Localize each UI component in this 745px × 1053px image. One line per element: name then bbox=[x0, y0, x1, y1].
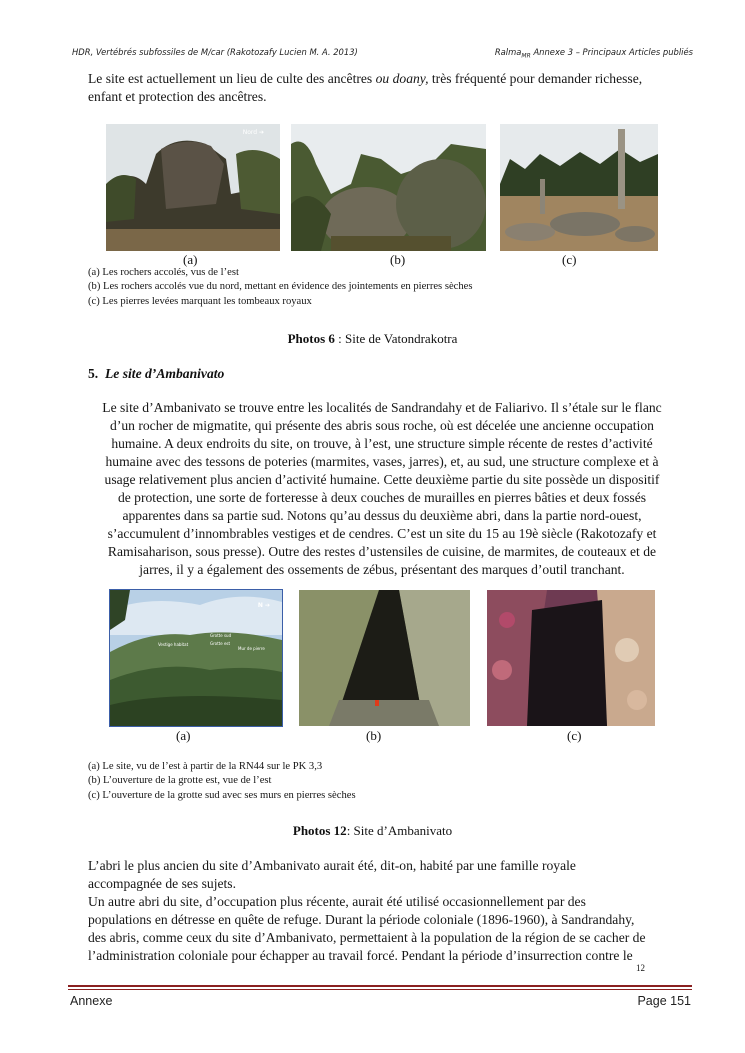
footer-rule-thin bbox=[68, 989, 692, 990]
figure1-captions: (a) Les rochers accolés, vus de l’est (b) Les rochers accolés vue du nord, mettant en évidence des jointements en pierres sèches (c) Les pierres levées marquant les tombeaux royaux bbox=[88, 267, 473, 307]
figure2-label-c: (c) bbox=[567, 728, 582, 743]
overlay-label: Grotte est bbox=[210, 641, 231, 646]
intro-paragraph: Le site est actuellement un lieu de culte des ancêtres ou doany, très fréquenté pour demander richesse, enfant et protection des ancêtres. bbox=[88, 71, 643, 104]
figure2-captions: (a) Le site, vu de l’est à partir de la RN44 sur le PK 3,3 (b) L’ouverture de la grotte est, vue de l’est (c) L’ouverture de la grotte sud avec ses murs en pierres sèches bbox=[88, 761, 356, 801]
photo-site-from-east bbox=[110, 590, 282, 726]
overlay-label: Mur de pierre bbox=[238, 646, 265, 651]
figure1-label-c: (c) bbox=[562, 252, 577, 267]
footer-rule bbox=[68, 985, 692, 987]
figure2-label-a: (a) bbox=[176, 728, 191, 743]
photo-rocks-north bbox=[291, 124, 486, 251]
footer-page-number: Page 151 bbox=[637, 994, 691, 1008]
section-heading: 5. Le site d’Ambanivato bbox=[88, 366, 225, 381]
photo-cave-south bbox=[487, 590, 655, 726]
figure2-title: Photos 12: Site d’Ambanivato bbox=[292, 823, 453, 838]
photo-cave-east bbox=[299, 590, 470, 726]
north-arrow-label: N ➔ bbox=[257, 602, 270, 609]
north-arrow-label: Nord ➔ bbox=[242, 129, 264, 136]
site-description-paragraph: Le site d’Ambanivato se trouve entre les localités de Sandrandahy et de Faliarivo. Il s’étale sur le flanc d’un rocher de migmatite, qui présente des abris sous roche, où est décelée une ancienne occupation humaine. A deux endroits du site, on trouve, à l’est, une structure simple récente de restes d’activité humaine avec des tessons de poteries (marmites, vases, jarres), et, au sud, une structure complexe et à usage relativement plus ancien d’activité humaine. Cette deuxième partie du site possède un dispositif de protection, une sorte de forteresse à deux couches de murailles en pierres bâties et deux fossés apparentes dans sa partie sud. Notons qu’au dessus du deuxième abri, dans la partie nord-ouest, s’accumulent d’innombrables vestiges et de cendres. C’est un site du 15 au 19è siècle (Rakotozafy et Ramisaharison, sous presse). Outre des restes d’ustensiles de cuisine, de marmites, de couteaux et de jarres, il y a également des ossements de zébus, présentant des marques d’outil tranchant. bbox=[102, 400, 662, 577]
running-header-left: HDR, Vertébrés subfossiles de M/car (Rakotozafy Lucien M. A. 2013) bbox=[72, 47, 358, 57]
photo-rocks-east bbox=[106, 124, 280, 251]
figure2-label-b: (b) bbox=[366, 728, 382, 743]
figure1-label-a: (a) bbox=[183, 252, 198, 267]
footer-left: Annexe bbox=[70, 994, 113, 1008]
overlay-label: Vestige habitat bbox=[158, 642, 189, 647]
overlay-label: Grotte sud bbox=[210, 633, 232, 638]
figure1-label-b: (b) bbox=[390, 252, 406, 267]
inner-page-number: 12 bbox=[636, 963, 645, 973]
figure1-title: Photos 6 : Site de Vatondrakotra bbox=[287, 331, 458, 346]
photo-standing-stones bbox=[500, 124, 658, 251]
running-header-right: Ralma$_{MR}$ Annexe 3 – Principaux Articles publiés bbox=[494, 47, 693, 60]
history-paragraph: L’abri le plus ancien du site d’Ambanivato aurait été, dit-on, habité par une famille royale accompagnée de ses sujets. Un autre abri du site, d’occupation plus récente, aurait été utilisé occasionnellement par des populations en détresse en quête de refuge. Durant la période coloniale (1896-1960), à Sandrandahy, des abris, comme ceux du site d’Ambanivato, permettaient à la population de la région de se cacher de l’administration coloniale pour échapper au travail forcé. Pendant la période d’insurrection contre le bbox=[88, 858, 646, 963]
